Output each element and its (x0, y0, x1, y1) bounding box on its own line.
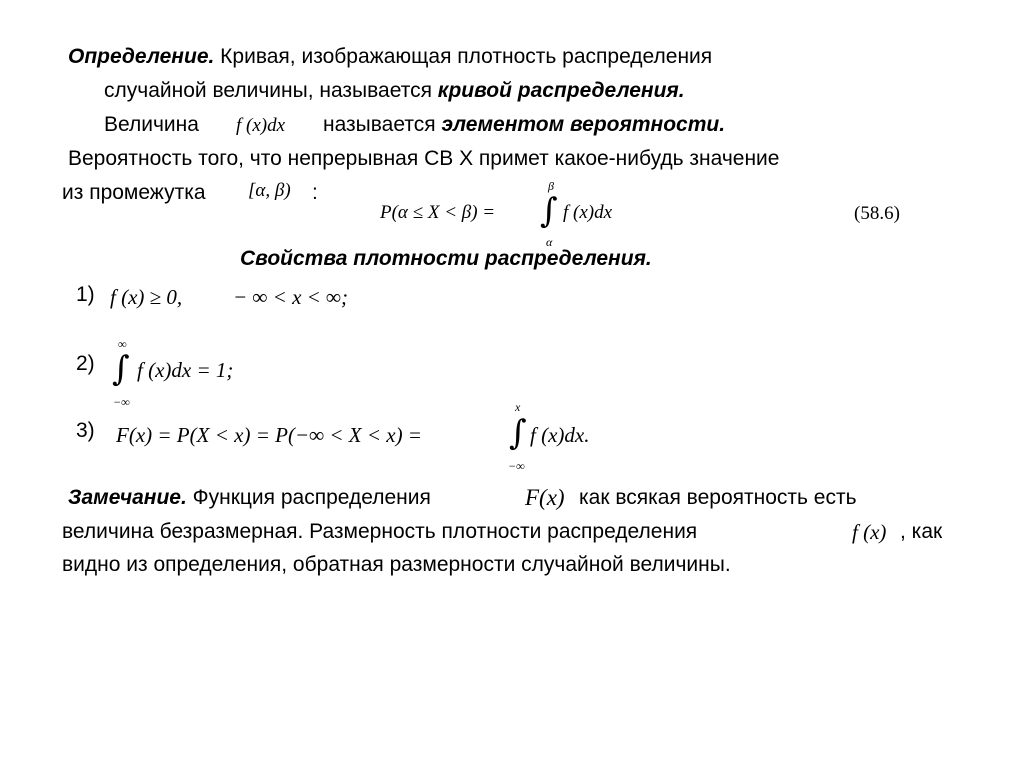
remark-line-1 (68, 486, 431, 510)
interval-colon: : (312, 181, 318, 204)
property-2-number: 2) (76, 352, 95, 375)
integral-upper-limit: β (548, 179, 554, 193)
property-1-number: 1) (76, 283, 95, 306)
definition-text-1: Кривая, изображающая плотность распределения (214, 45, 713, 68)
equation-number: (58.6) (854, 203, 900, 224)
property-3-number: 3) (76, 419, 95, 442)
property-2-integral-sign: ∫ (112, 349, 130, 389)
property-1-formula: f (x) ≥ 0, (110, 285, 183, 309)
property-1-condition: − ∞ < x < ∞; (233, 285, 349, 309)
probability-line-2: из промежутка (62, 181, 206, 204)
remark-label: Замечание. (68, 486, 187, 509)
property-2-formula: f (x)dx = 1; (137, 358, 234, 382)
term-probability-element: элементом вероятности. (441, 113, 726, 136)
definition-text-3: называется (323, 113, 442, 136)
property-3-upper-limit: x (515, 400, 521, 414)
density-formula: f (x) (852, 520, 887, 544)
probability-element-formula: f (x)dx (236, 115, 286, 136)
definition-line-3-rest (323, 113, 725, 137)
definition-line-2 (104, 79, 685, 103)
property-2-lower-limit: −∞ (113, 395, 130, 409)
remark-line-3: видно из определения, обратная размерности случайной величины. (62, 553, 731, 576)
property-3-rhs: f (x)dx. (530, 423, 590, 447)
property-3-lower-limit: −∞ (508, 459, 525, 473)
remark-text-1: Функция распределения (186, 486, 431, 509)
integral-lower-limit: α (546, 235, 553, 249)
property-2-upper-limit: ∞ (118, 337, 127, 351)
property-3-integral-sign: ∫ (509, 413, 527, 453)
interval-formula: [α, β) (248, 180, 291, 201)
interval-probability-lhs: P(α ≤ X < β) = (380, 202, 496, 223)
interval-probability-rhs: f (x)dx (563, 202, 613, 223)
definition-line-3-prefix: Величина (104, 113, 199, 136)
definition-line-1 (68, 45, 712, 69)
term-distribution-curve: кривой распределения. (437, 79, 685, 102)
definition-text-2: случайной величины, называется (104, 79, 438, 102)
probability-line-1: Вероятность того, что непрерывная СВ Х примет какое-нибудь значение (68, 147, 780, 170)
remark-text-1-suffix: как всякая вероятность есть (579, 486, 857, 509)
properties-heading: Свойства плотности распределения. (240, 247, 652, 270)
remark-text-2-suffix: , как (900, 520, 943, 543)
property-3-lhs: F(x) = P(X < x) = P(−∞ < X < x) = (116, 423, 422, 447)
definition-label: Определение. (68, 45, 215, 68)
distribution-function-formula: F(x) (525, 485, 565, 510)
integral-sign: ∫ (540, 191, 558, 231)
remark-line-2: величина безразмерная. Размерность плотности распределения (62, 520, 698, 543)
